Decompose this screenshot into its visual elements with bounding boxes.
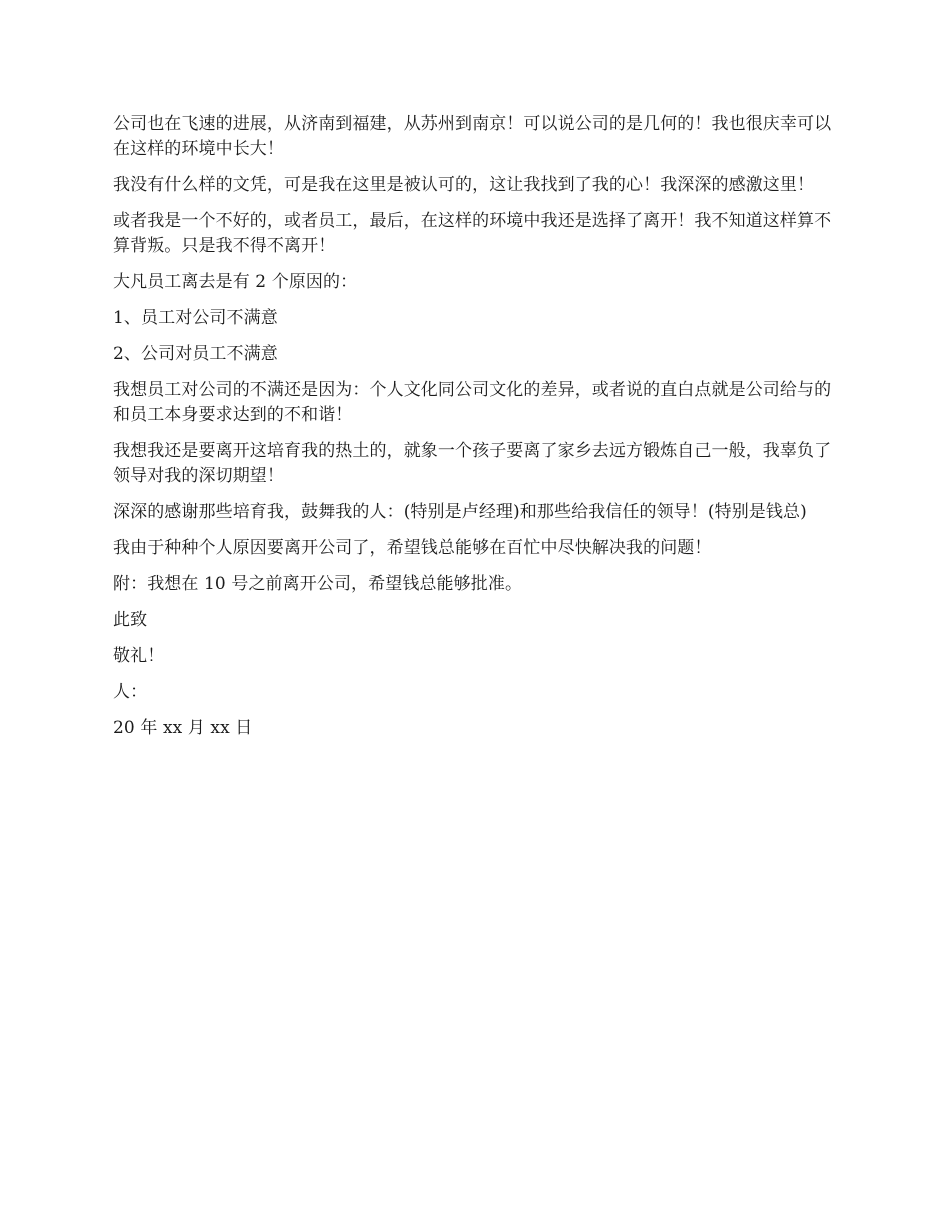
closing-salutation: 此致: [113, 610, 148, 630]
list-item-reason-2: 2、公司对员工不满意: [113, 344, 278, 364]
paragraph-reasons-intro: 大凡员工离去是有 2 个原因的：: [113, 272, 358, 292]
signature-line: 人：: [113, 682, 148, 702]
paragraph-request: 我由于种种个人原因要离开公司了，希望钱总能够在百忙中尽快解决我的问题！: [113, 538, 712, 558]
closing-respect: 敬礼！: [113, 646, 165, 666]
paragraph-decision-to-leave: 或者我是一个不好的，或者员工，最后，在这样的环境中我还是选择了离开！我不知道这样算不算背叛。只是我不得不离开！: [113, 211, 832, 256]
date-line: 20 年 xx 月 xx 日: [113, 718, 253, 738]
paragraph-leaving-homeland: 我想我还是要离开这培育我的热土的，就象一个孩子要离了家乡去远方锻炼自己一般，我辜负了领导对我的深切期望！: [113, 441, 832, 486]
paragraph-thanks: 深深的感谢那些培育我，鼓舞我的人：(特别是卢经理)和那些给我信任的领导！(特别是钱总): [113, 502, 807, 522]
paragraph-postscript: 附：我想在 10 号之前离开公司，希望钱总能够批准。: [113, 574, 523, 594]
letter-body: [113, 112, 841, 752]
paragraph-culture-difference: 我想员工对公司的不满还是因为：个人文化同公司文化的差异，或者说的直白点就是公司给与的和员工本身要求达到的不和谐！: [113, 380, 832, 425]
paragraph-company-growth: 公司也在飞速的进展，从济南到福建，从苏州到南京！可以说公司的是几何的！我也很庆幸可以在这样的环境中长大！: [113, 114, 832, 159]
list-item-reason-1: 1、员工对公司不满意: [113, 308, 278, 328]
paragraph-recognition: 我没有什么样的文凭，可是我在这里是被认可的，这让我找到了我的心！我深深的感激这里！: [113, 175, 815, 195]
